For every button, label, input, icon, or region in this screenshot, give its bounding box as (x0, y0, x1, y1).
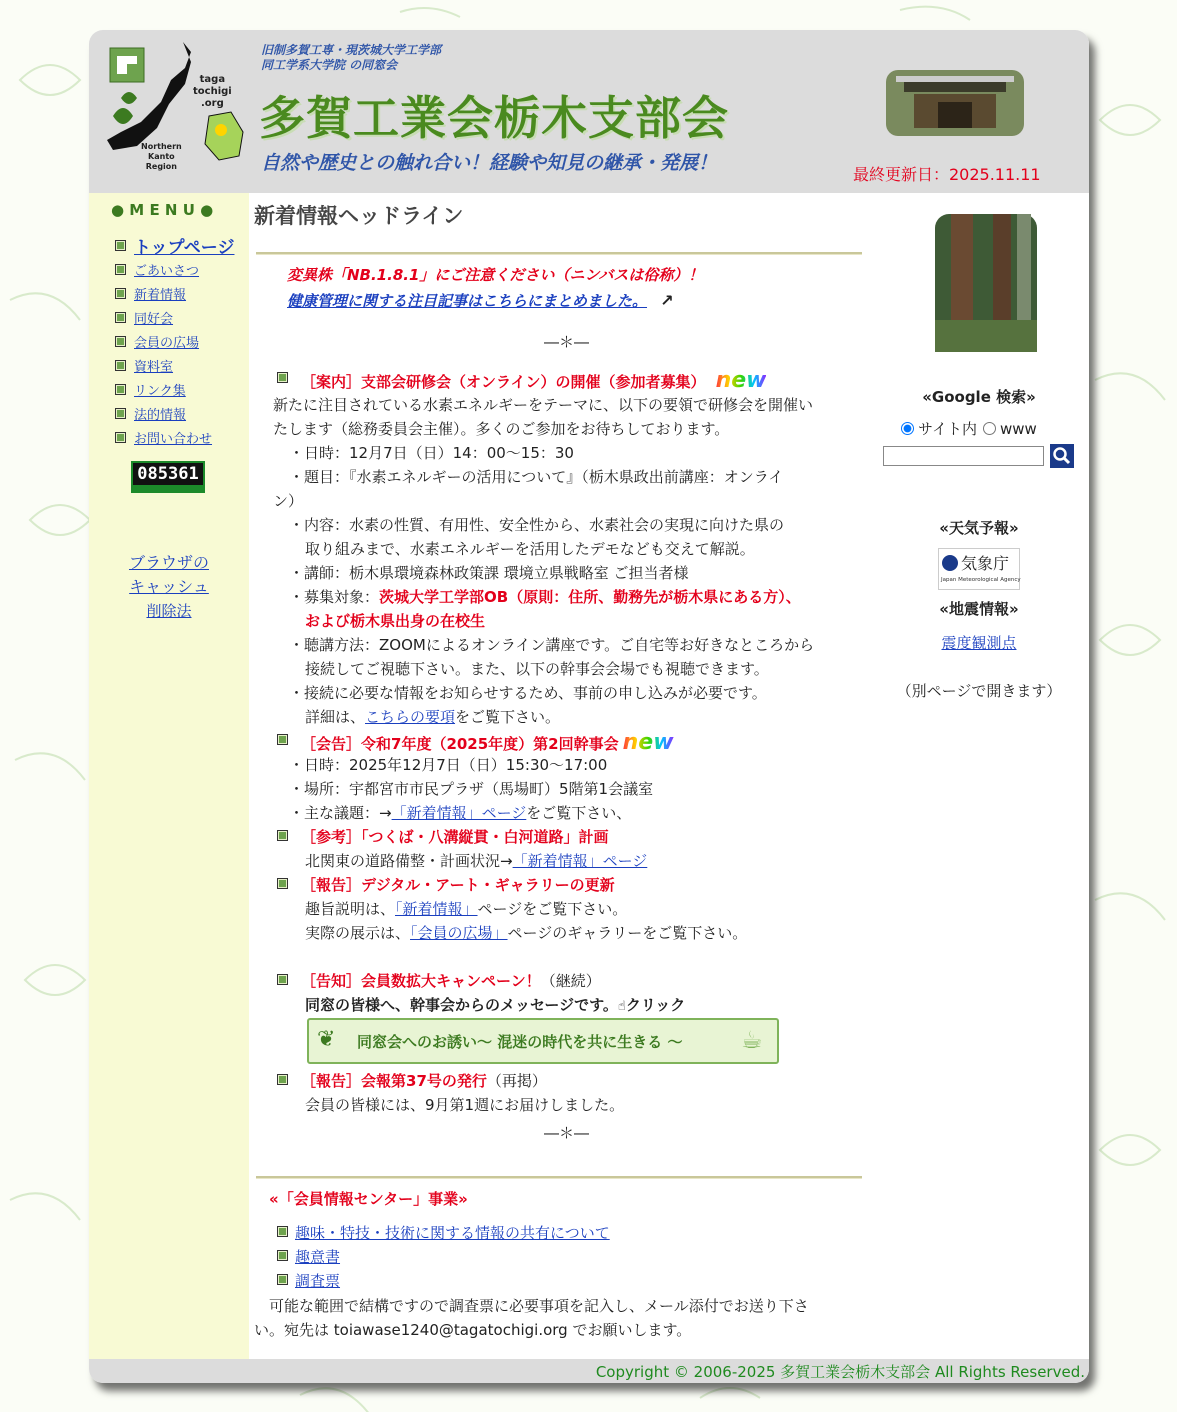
menu-item-legal[interactable] (115, 404, 186, 423)
last-updated: 最終更新日：2025.11.11 (853, 165, 1041, 184)
visitor-counter-frame (131, 461, 205, 493)
site-header (89, 30, 1089, 193)
news1-content1: ・内容：水素の性質、有用性、安全性から、水素社会の実現に向けた県の (289, 516, 785, 534)
menu-item-news[interactable] (115, 284, 186, 303)
new-badge-icon: new (622, 730, 674, 755)
news1-date: ・日時：12月7日（日）14：00〜15：30 (289, 444, 574, 462)
news1-target: ・募集対象：茨城大学工学部OB（原則：住所、勤務先が栃木県にある方）、 (289, 588, 801, 606)
bullet-icon (115, 288, 126, 299)
menu-item-links[interactable] (115, 380, 186, 399)
cache-link-line1[interactable]: ブラウザの (128, 553, 209, 572)
jma-name: 気象庁 (961, 554, 1010, 573)
menu-link-links[interactable]: リンク集 (134, 384, 186, 399)
leaf-icon: ❦ (317, 1027, 336, 1052)
bullet-icon (277, 1074, 288, 1085)
earthquake-heading: «地震情報» (939, 600, 1019, 618)
news-page-link[interactable]: 「新着情報」ページ (391, 804, 527, 822)
cedar-forest-photo (931, 210, 1041, 356)
bullet-icon (277, 1250, 288, 1261)
news4-title: ［報告］デジタル・アート・ギャラリーの更新 (301, 876, 615, 894)
menu-item-library[interactable] (115, 356, 173, 375)
health-articles-link[interactable]: 健康管理に関する注目記事はこちらにまとめました。 (287, 292, 648, 310)
weather-heading: «天気予報» (939, 519, 1019, 537)
news3-body: 北関東の道路備整・計画状況→「新着情報」ページ (305, 852, 648, 870)
news1-topic1: ・題目：『水素エネルギーの活用について』（栃木県政出前講座：オンライ (289, 468, 784, 486)
menu-link-library[interactable]: 資料室 (134, 360, 174, 375)
info-center-body2: い。宛先は toiawase1240@tagatochigi.org でお願いします。 (254, 1321, 692, 1339)
menu-link-greeting[interactable]: ごあいさつ (134, 264, 200, 279)
search-scope (901, 418, 1037, 439)
jma-en: Japan Meteorological Agency (941, 577, 1021, 583)
news1-topic2: ン） (273, 492, 304, 510)
bullet-icon (277, 734, 288, 745)
divider-line (256, 1176, 862, 1179)
bullet-icon (115, 408, 126, 419)
bullet-icon (277, 1274, 288, 1285)
news2-place: ・場所：宇都宮市市民プラザ（馬場町）5階第1会議室 (289, 780, 654, 798)
seismic-station-link[interactable]: 震度観測点 (941, 634, 1017, 652)
menu-link-clubs[interactable]: 同好会 (134, 312, 174, 327)
survey-form-link[interactable]: 調査票 (295, 1272, 341, 1290)
jma-emblem-icon (942, 555, 958, 571)
logo-region-text: Northern Kanto Region (141, 142, 182, 171)
news3-title: ［参考］「つくば・八溝縦貫・白河道路」計画 (301, 828, 609, 846)
bullet-icon (115, 384, 126, 395)
bullet-icon (115, 312, 126, 323)
news5-title: ［告知］会員数拡大キャンペーン！（継続） (301, 972, 601, 990)
members-plaza-link[interactable]: 「会員の広場」 (410, 924, 508, 942)
news1-target2: および栃木県出身の在校生 (305, 612, 486, 630)
bullet-icon (115, 336, 126, 347)
divider-star: ―＊― (544, 1124, 590, 1142)
news1-lecturer: ・講師：栃木県環境森林政策課 環境立県戦略室 ご担当者様 (289, 564, 689, 582)
site-title: 多賀工業会栃木支部会 (259, 91, 729, 145)
news1-content2: 取り組みまで、水素エネルギーを活用したデモなども交えて解説。 (305, 540, 755, 558)
gallery-news-link[interactable]: 「新着情報」 (395, 900, 478, 918)
radio-www-label: www (999, 419, 1037, 438)
teacup-icon: ☕ (741, 1026, 763, 1054)
road-news-link[interactable]: 「新着情報」ページ (512, 852, 648, 870)
jma-logo-link[interactable] (938, 548, 1020, 590)
bullet-icon (115, 432, 126, 443)
news4-line1: 趣旨説明は、「新着情報」ページをご覧下さい。 (305, 900, 628, 918)
invitation-banner-button[interactable] (307, 1018, 779, 1064)
divider-star: ―＊― (544, 333, 590, 351)
pointing-hand-icon: ☝ (617, 999, 626, 1014)
menu-item-clubs[interactable] (115, 308, 173, 327)
alert-health[interactable] (287, 290, 674, 311)
search-button[interactable] (1050, 444, 1074, 468)
menu-heading: ● M E N U ● (111, 201, 214, 219)
news1-method2: 接続してご視聴下さい。また、以下の幹事会会場でも視聴できます。 (305, 660, 769, 678)
menu-link-news[interactable]: 新着情報 (134, 288, 187, 303)
news5-msg: 同窓の皆様へ、幹事会からのメッセージです。☝クリック (305, 996, 686, 1014)
visitor-counter: 085361 (133, 463, 203, 485)
search-input[interactable] (883, 446, 1044, 466)
search-icon (1050, 444, 1074, 468)
cache-link-line3[interactable]: 削除法 (146, 602, 192, 620)
guidelines-link[interactable]: こちらの要項 (365, 708, 456, 726)
page-container (89, 30, 1089, 1383)
prospectus-link[interactable]: 趣意書 (295, 1248, 341, 1266)
info-center-heading: «「会員情報センター」事業» (269, 1190, 468, 1208)
news1-method1: ・聴講方法：ZOOMによるオンライン講座です。ご自宅等お好きなところから (289, 636, 815, 654)
menu-item-greeting[interactable] (115, 260, 199, 279)
invitation-banner-text: 同窓会へのお誘い〜 混迷の時代を共に生きる 〜 (357, 1033, 683, 1051)
menu-link-members[interactable]: 会員の広場 (134, 336, 200, 351)
menu-link-contact[interactable]: お問い合わせ (134, 432, 213, 447)
new-page-note: （別ページで開きます） (896, 682, 1062, 700)
cache-link-line2[interactable]: キャッシュ (129, 577, 209, 596)
news4-line2: 実際の展示は、「会員の広場」ページのギャラリーをご覧下さい。 (305, 924, 748, 942)
news2-date: ・日時：2025年12月7日（日）15:30〜17:00 (289, 756, 608, 774)
bullet-icon (277, 974, 288, 985)
info-center-item2[interactable] (295, 1246, 340, 1267)
news6-body: 会員の皆様には、9月第1週にお届けしました。 (305, 1096, 625, 1114)
copyright: Copyright © 2006-2025 多賀工業会栃木支部会 All Rights Reserved. (595, 1363, 1085, 1381)
bullet-icon (115, 264, 126, 275)
menu-item-members[interactable] (115, 332, 199, 351)
news1-body1: 新たに注目されている水素エネルギーをテーマに、以下の要領で研修会を開催い (273, 396, 814, 414)
info-center-item1[interactable] (295, 1222, 610, 1243)
new-badge-icon: new (715, 368, 767, 393)
news1-apply1: ・接続に必要な情報をお知らせするため、事前の申し込みが必要です。 (289, 684, 767, 702)
hobby-share-link[interactable]: 趣味・特技・技術に関する情報の共有について (295, 1224, 610, 1242)
divider-line (256, 252, 862, 255)
google-search-heading: «Google 検索» (922, 388, 1036, 406)
alert-variant: 変異株「NB.1.8.1」にご注意ください（ニンバスは俗称）！ (287, 266, 704, 284)
shrine-gate-photo (884, 68, 1026, 138)
seismic-link-wrap[interactable] (879, 632, 1079, 653)
bullet-icon (115, 360, 126, 371)
news6-title: ［報告］会報第37号の発行（再掲） (301, 1072, 547, 1090)
bullet-icon (277, 1226, 288, 1237)
menu-item-top[interactable] (115, 233, 234, 258)
news1-apply2: 詳細は、こちらの要項をご覧下さい。 (305, 708, 561, 726)
main-heading: 新着情報ヘッドライン (254, 204, 464, 228)
news2-agenda: ・主な議題：→「新着情報」ページをご覧下さい、 (289, 804, 632, 822)
site-footer (89, 1359, 1089, 1383)
info-center-body1: 可能な範囲で結構ですので調査票に必要事項を記入し、メール添付でお送り下さ (269, 1297, 809, 1315)
external-link-icon: ↗ (660, 291, 674, 310)
menu-item-contact[interactable] (115, 428, 212, 447)
site-tagline: 自然や歴史との触れ合い！経験や知見の継承・発展！ (261, 152, 718, 174)
bullet-icon (277, 878, 288, 889)
bullet-icon (277, 830, 288, 841)
radio-site[interactable] (901, 422, 914, 435)
header-subtitle: 旧制多賀工専・現茨城大学工学部 同工学系大学院 の同窓会 (261, 43, 442, 72)
logo-domain-text: taga tochigi .org (193, 74, 232, 109)
info-center-item3[interactable] (295, 1270, 340, 1291)
bullet-icon (277, 372, 288, 383)
news1-body2: たします（総務委員会主催）。多くのご参加をお待ちしております。 (273, 420, 730, 438)
menu-link-legal[interactable]: 法的情報 (134, 408, 187, 423)
bullet-icon (115, 240, 126, 251)
cache-clear-link[interactable] (89, 551, 249, 623)
menu-link-top[interactable]: トップページ (134, 238, 235, 258)
news2-title: ［会告］令和7年度（2025年度）第2回幹事会 new (301, 730, 674, 755)
radio-site-label: サイト内 (918, 420, 977, 438)
radio-www[interactable] (983, 422, 996, 435)
news1-title: ［案内］支部会研修会（オンライン）の開催（参加者募集） new (301, 368, 767, 393)
menu-sidebar (89, 193, 249, 1359)
